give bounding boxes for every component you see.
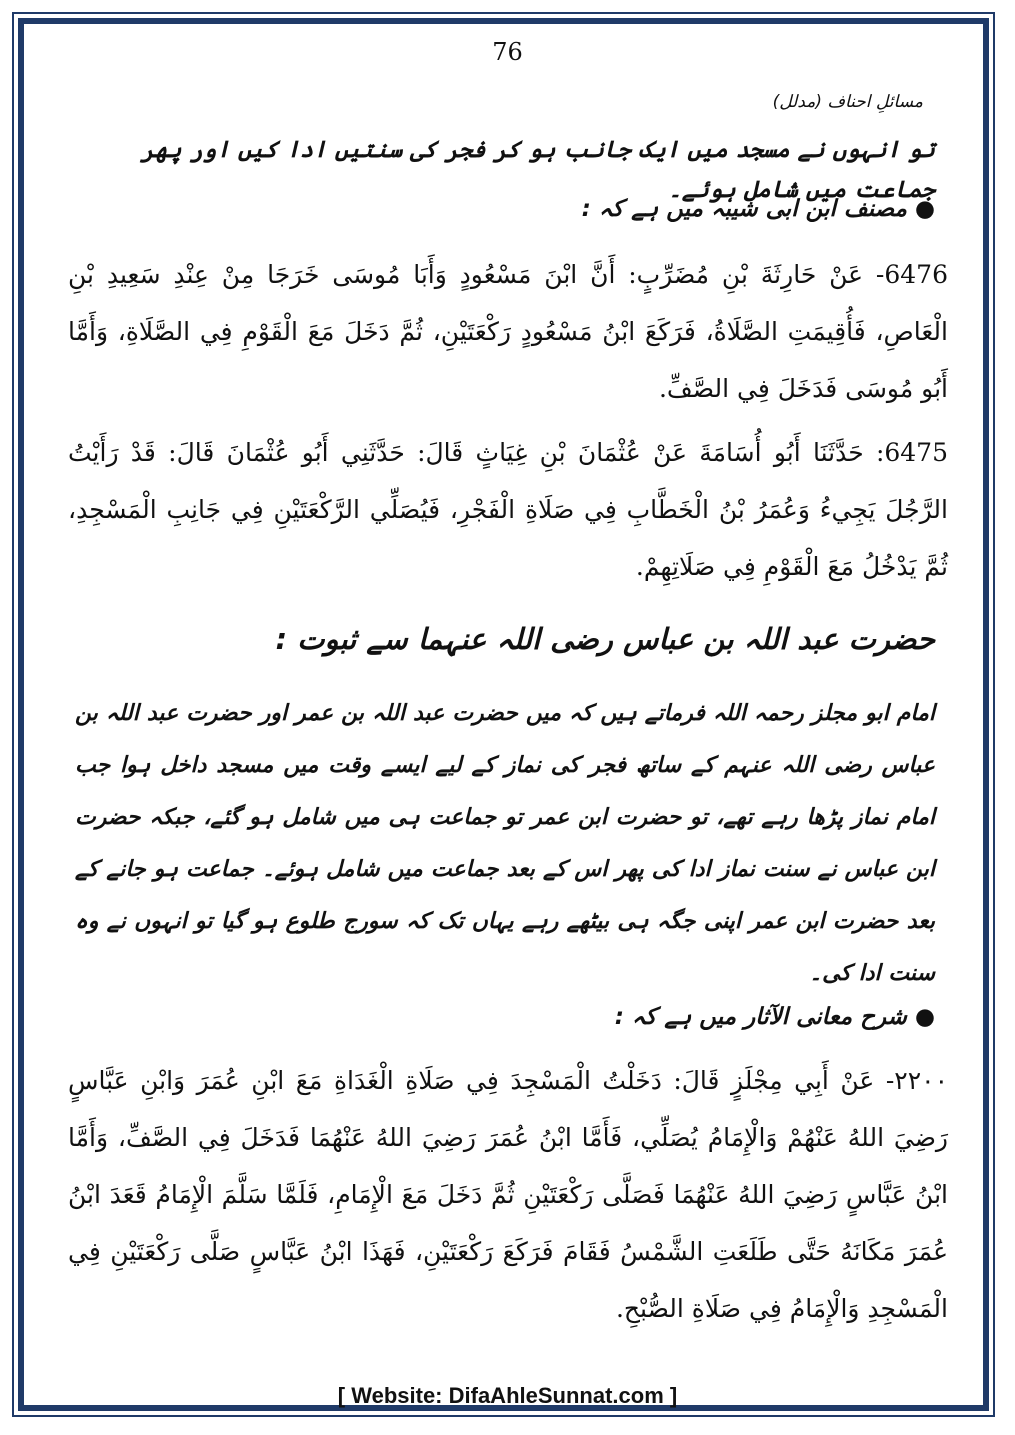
bullet-icon: ● [914, 196, 935, 222]
source-label-2-text: شرح معانی الآثار میں ہے کہ : [614, 1004, 907, 1030]
intro-text: تو انہوں نے مسجد میں ایک جانب ہو کر فجر کی سنتیں ادا کیں اور پھر جماعت میں شامل ہوئے۔ [141, 137, 935, 203]
source-label-1-text: مصنف ابن ابی شیبہ میں ہے کہ : [581, 196, 907, 222]
page-number: 76 [492, 38, 523, 66]
section-heading: حضرت عبد اللہ بن عباس رضی اللہ عنہما سے ثبوت : [275, 622, 935, 656]
source-label-2 [75, 1004, 935, 1030]
hadith-6475: 6475: حَدَّثَنَا أَبُو أُسَامَةَ عَنْ عُثْمَانَ بْنِ غِيَاثٍ قَالَ: حَدَّثَنِي أَبُو عُثْمَانَ قَالَ: قَدْ رَأَيْتُ الرَّجُلَ يَجِيءُ وَعُمَرُ بْنُ الْخَطَّابِ فِي صَلَاةِ الْفَجْرِ، فَيُصَلِّي الرَّكْعَتَيْنِ فِي جَانِبِ الْمَسْجِدِ، ثُمَّ يَدْخُلُ مَعَ الْقَوْمِ فِي صَلَاتِهِمْ. [68, 438, 948, 581]
bullet-icon: ● [914, 1004, 935, 1030]
website-footer: [ Website: DifaAhleSunnat.com ] [337, 1383, 678, 1408]
source-label-1 [75, 196, 935, 222]
hadith-6476: 6476- عَنْ حَارِثَةَ بْنِ مُضَرِّبٍ: أَنَّ ابْنَ مَسْعُودٍ وَأَبَا مُوسَى خَرَجَا مِنْ عِنْدِ سَعِيدِ بْنِ الْعَاصِ، فَأُقِيمَتِ الصَّلَاةُ، فَرَكَعَ ابْنُ مَسْعُودٍ رَكْعَتَيْنِ، ثُمَّ دَخَلَ مَعَ الْقَوْمِ فِي الصَّلَاةِ، وَأَمَّا أَبُو مُوسَى فَدَخَلَ فِي الصَّفِّ. [68, 260, 948, 403]
hadith-2200: ٢٢٠٠- عَنْ أَبِي مِجْلَزٍ قَالَ: دَخَلْتُ الْمَسْجِدَ فِي صَلَاةِ الْغَدَاةِ مَعَ ابْنِ عُمَرَ وَابْنِ عَبَّاسٍ رَضِيَ اللهُ عَنْهُمْ وَالْإِمَامُ يُصَلِّي، فَأَمَّا ابْنُ عُمَرَ رَضِيَ اللهُ عَنْهُمَا فَدَخَلَ فِي الصَّفِّ، وَأَمَّا ابْنُ عَبَّاسٍ رَضِيَ اللهُ عَنْهُمَا فَصَلَّى رَكْعَتَيْنِ ثُمَّ دَخَلَ مَعَ الْإِمَامِ، فَلَمَّا سَلَّمَ الْإِمَامُ قَعَدَ ابْنُ عُمَرَ مَكَانَهُ حَتَّى طَلَعَتِ الشَّمْسُ فَقَامَ فَرَكَعَ رَكْعَتَيْنِ، فَهَذَا ابْنُ عَبَّاسٍ صَلَّى رَكْعَتَيْنِ فِي الْمَسْجِدِ وَالْإِمَامُ فِي صَلَاةِ الصُّبْحِ. [68, 1066, 948, 1323]
body-paragraph: امام ابو مجلز رحمہ اللہ فرماتے ہیں کہ میں حضرت عبد اللہ بن عمر اور حضرت عبد اللہ بن عباس رضی اللہ عنہم کے ساتھ فجر کی نماز کے لیے ایسے وقت میں مسجد داخل ہوا جب امام نماز پڑھا رہے تھے، تو حضرت ابن عمر تو جماعت ہی میں شامل ہو گئے، جبکہ حضرت ابن عباس نے سنت نماز ادا کی پھر اس کے بعد جماعت میں شامل ہوئے۔ جماعت ہو جانے کے بعد حضرت ابن عمر اپنی جگہ ہی بیٹھے رہے یہاں تک کہ سورج طلوع ہو گیا تو انہوں نے وہ سنت ادا کی۔ [75, 701, 935, 986]
running-head: مسائلِ احناف (مدلل) [772, 92, 923, 112]
